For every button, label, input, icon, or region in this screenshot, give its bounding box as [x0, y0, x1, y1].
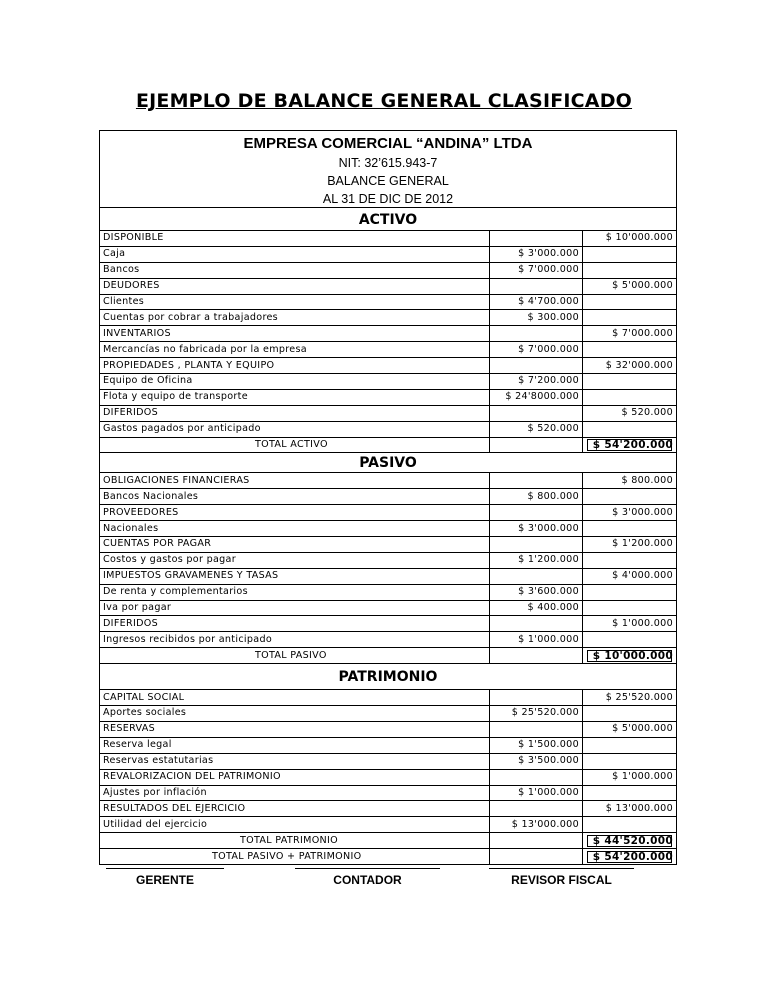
detail-amount: $ 1'500.000: [490, 737, 583, 753]
total-row: [100, 833, 676, 849]
group-total: $ 32'000.000: [583, 358, 677, 374]
account-label: CUENTAS POR PAGAR: [100, 537, 490, 553]
account-label: Bancos: [100, 262, 490, 278]
detail-amount: [490, 326, 583, 342]
signature-label-revisor: REVISOR FISCAL: [511, 873, 612, 887]
detail-amount: [490, 405, 583, 421]
group-total: $ 5'000.000: [583, 278, 677, 294]
signature-revisor: [489, 868, 634, 887]
detail-amount: [490, 473, 583, 488]
signature-label-gerente: GERENTE: [135, 873, 194, 887]
section-heading-pasivo: PASIVO: [100, 452, 676, 473]
detail-amount: [490, 537, 583, 553]
ledger-row: [100, 405, 676, 421]
detail-amount: $ 1'200.000: [490, 552, 583, 568]
group-total: $ 3'000.000: [583, 505, 677, 521]
detail-amount: [490, 721, 583, 737]
total-value-text: $ 54'200.000: [586, 850, 673, 864]
group-total: [583, 737, 677, 753]
ledger-row: [100, 632, 676, 648]
total-empty-cell: [490, 849, 583, 864]
account-label: RESERVAS: [100, 721, 490, 737]
total-label: TOTAL PASIVO + PATRIMONIO: [212, 850, 362, 862]
group-total: [583, 753, 677, 769]
total-value-text: $ 10'000.000: [586, 649, 673, 663]
signature-line: [295, 868, 440, 869]
detail-amount: $ 3'600.000: [490, 584, 583, 600]
total-value-text: $ 44'520.000: [586, 834, 673, 848]
account-label: Reservas estatutarias: [100, 753, 490, 769]
detail-amount: $ 7'200.000: [490, 374, 583, 390]
ledger-row: [100, 358, 676, 374]
ledger-row: [100, 552, 676, 568]
section-heading-activo: ACTIVO: [100, 208, 676, 231]
ledger-row: [100, 801, 676, 817]
group-total: [583, 489, 677, 505]
detail-amount: [490, 505, 583, 521]
ledger-row: [100, 326, 676, 342]
account-label: Mercancías no fabricada por la empresa: [100, 342, 490, 358]
account-label: IMPUESTOS GRAVAMENES Y TASAS: [100, 568, 490, 584]
account-label: Equipo de Oficina: [100, 374, 490, 390]
detail-amount: $ 4'700.000: [490, 294, 583, 310]
account-label: Clientes: [100, 294, 490, 310]
detail-amount: $ 300.000: [490, 310, 583, 326]
group-total: [583, 389, 677, 405]
group-total: $ 10'000.000: [583, 231, 677, 246]
account-label: Flota y equipo de transporte: [100, 389, 490, 405]
account-label: Aportes sociales: [100, 706, 490, 722]
company-header: [100, 131, 676, 208]
ledger-row: [100, 721, 676, 737]
group-total: $ 25'520.000: [583, 690, 677, 705]
ledger-row: [100, 706, 676, 722]
account-label: Reserva legal: [100, 737, 490, 753]
total-row: [100, 648, 676, 663]
ledger-row: [100, 537, 676, 553]
section-heading-patrimonio: PATRIMONIO: [100, 663, 676, 690]
ledger-row: [100, 769, 676, 785]
group-total: [583, 706, 677, 722]
group-total: $ 13'000.000: [583, 801, 677, 817]
account-label: Ingresos recibidos por anticipado: [100, 632, 490, 648]
detail-amount: $ 24'8000.000: [490, 389, 583, 405]
page-title: EJEMPLO DE BALANCE GENERAL CLASIFICADO: [135, 90, 633, 112]
account-label: Cuentas por cobrar a trabajadores: [100, 310, 490, 326]
ledger-row: [100, 600, 676, 616]
ledger-row: [100, 690, 676, 705]
detail-amount: $ 3'000.000: [490, 246, 583, 262]
detail-amount: $ 400.000: [490, 600, 583, 616]
detail-amount: [490, 690, 583, 705]
group-total: [583, 310, 677, 326]
detail-amount: $ 7'000.000: [490, 342, 583, 358]
ledger-row: [100, 737, 676, 753]
ledger-row: [100, 278, 676, 294]
detail-amount: [490, 801, 583, 817]
company-name: EMPRESA COMERCIAL “ANDINA” LTDA: [243, 135, 533, 152]
detail-amount: [490, 616, 583, 632]
ledger-row: [100, 505, 676, 521]
group-total: $ 1'000.000: [583, 616, 677, 632]
group-total: [583, 342, 677, 358]
total-row: [100, 849, 676, 864]
ledger-row: [100, 310, 676, 326]
detail-amount: $ 3'000.000: [490, 521, 583, 537]
group-total: [583, 294, 677, 310]
detail-amount: $ 800.000: [490, 489, 583, 505]
detail-amount: [490, 231, 583, 246]
total-value: [583, 437, 677, 452]
signature-area: [0, 868, 768, 908]
ledger-row: [100, 246, 676, 262]
account-label: DIFERIDOS: [100, 405, 490, 421]
ledger-row: [100, 521, 676, 537]
group-total: [583, 374, 677, 390]
ledger-row: [100, 785, 676, 801]
ledger-row: [100, 568, 676, 584]
ledger-row: [100, 473, 676, 488]
group-total: $ 5'000.000: [583, 721, 677, 737]
group-total: [583, 521, 677, 537]
account-label: Costos y gastos por pagar: [100, 552, 490, 568]
activo-table: [100, 231, 676, 452]
group-total: [583, 600, 677, 616]
account-label: CAPITAL SOCIAL: [100, 690, 490, 705]
group-total: $ 800.000: [583, 473, 677, 488]
group-total: [583, 632, 677, 648]
signature-contador: [295, 868, 440, 887]
account-label: Utilidad del ejercicio: [100, 817, 490, 833]
group-total: $ 4'000.000: [583, 568, 677, 584]
account-label: PROPIEDADES , PLANTA Y EQUIPO: [100, 358, 490, 374]
group-total: [583, 785, 677, 801]
total-value: [583, 648, 677, 663]
account-label: Nacionales: [100, 521, 490, 537]
account-label: RESULTADOS DEL EJERCICIO: [100, 801, 490, 817]
group-total: $ 1'000.000: [583, 769, 677, 785]
ledger-row: [100, 489, 676, 505]
detail-amount: $ 7'000.000: [490, 262, 583, 278]
group-total: [583, 421, 677, 437]
group-total: [583, 246, 677, 262]
group-total: [583, 817, 677, 833]
signature-line: [489, 868, 634, 869]
group-total: [583, 552, 677, 568]
ledger-row: [100, 389, 676, 405]
account-label: Bancos Nacionales: [100, 489, 490, 505]
account-label: DEUDORES: [100, 278, 490, 294]
ledger-row: [100, 753, 676, 769]
document-type: BALANCE GENERAL: [327, 174, 449, 188]
account-label: INVENTARIOS: [100, 326, 490, 342]
ledger-row: [100, 342, 676, 358]
statement-date: AL 31 DE DIC DE 2012: [322, 192, 454, 206]
group-total: [583, 584, 677, 600]
detail-amount: $ 1'000.000: [490, 632, 583, 648]
ledger-row: [100, 616, 676, 632]
group-total: $ 520.000: [583, 405, 677, 421]
signature-label-contador: CONTADOR: [333, 873, 402, 887]
ledger-row: [100, 262, 676, 278]
account-label: Caja: [100, 246, 490, 262]
detail-amount: $ 1'000.000: [490, 785, 583, 801]
detail-amount: [490, 769, 583, 785]
account-label: Ajustes por inflación: [100, 785, 490, 801]
total-empty-cell: [490, 648, 583, 663]
account-label: DIFERIDOS: [100, 616, 490, 632]
pasivo-table: [100, 473, 676, 663]
ledger-row: [100, 817, 676, 833]
company-nit: NIT: 32’615.943-7: [338, 156, 438, 170]
account-label: DISPONIBLE: [100, 231, 490, 246]
account-label: REVALORIZACION DEL PATRIMONIO: [100, 769, 490, 785]
account-label: Iva por pagar: [100, 600, 490, 616]
group-total: $ 7'000.000: [583, 326, 677, 342]
total-label: TOTAL PATRIMONIO: [100, 833, 490, 849]
balance-sheet: [99, 130, 677, 865]
detail-amount: $ 3'500.000: [490, 753, 583, 769]
total-value-text: $ 54'200.000: [586, 438, 673, 452]
ledger-row: [100, 421, 676, 437]
total-row: [100, 437, 676, 452]
signature-line: [106, 868, 224, 869]
ledger-row: [100, 374, 676, 390]
total-label: TOTAL ACTIVO: [255, 439, 328, 451]
detail-amount: $ 25'520.000: [490, 706, 583, 722]
group-total: $ 1'200.000: [583, 537, 677, 553]
ledger-row: [100, 584, 676, 600]
ledger-row: [100, 294, 676, 310]
detail-amount: $ 13'000.000: [490, 817, 583, 833]
total-empty-cell: [490, 833, 583, 849]
detail-amount: [490, 358, 583, 374]
ledger-row: [100, 231, 676, 246]
signature-gerente: [106, 868, 224, 887]
total-value: [583, 849, 677, 864]
account-label: De renta y complementarios: [100, 584, 490, 600]
total-label: TOTAL PASIVO: [255, 649, 327, 661]
account-label: Gastos pagados por anticipado: [100, 421, 490, 437]
detail-amount: $ 520.000: [490, 421, 583, 437]
patrimonio-table: [100, 690, 676, 864]
detail-amount: [490, 278, 583, 294]
group-total: [583, 262, 677, 278]
total-empty-cell: [490, 437, 583, 452]
account-label: PROVEEDORES: [100, 505, 490, 521]
account-label: OBLIGACIONES FINANCIERAS: [100, 473, 490, 488]
total-value: [583, 833, 677, 849]
detail-amount: [490, 568, 583, 584]
